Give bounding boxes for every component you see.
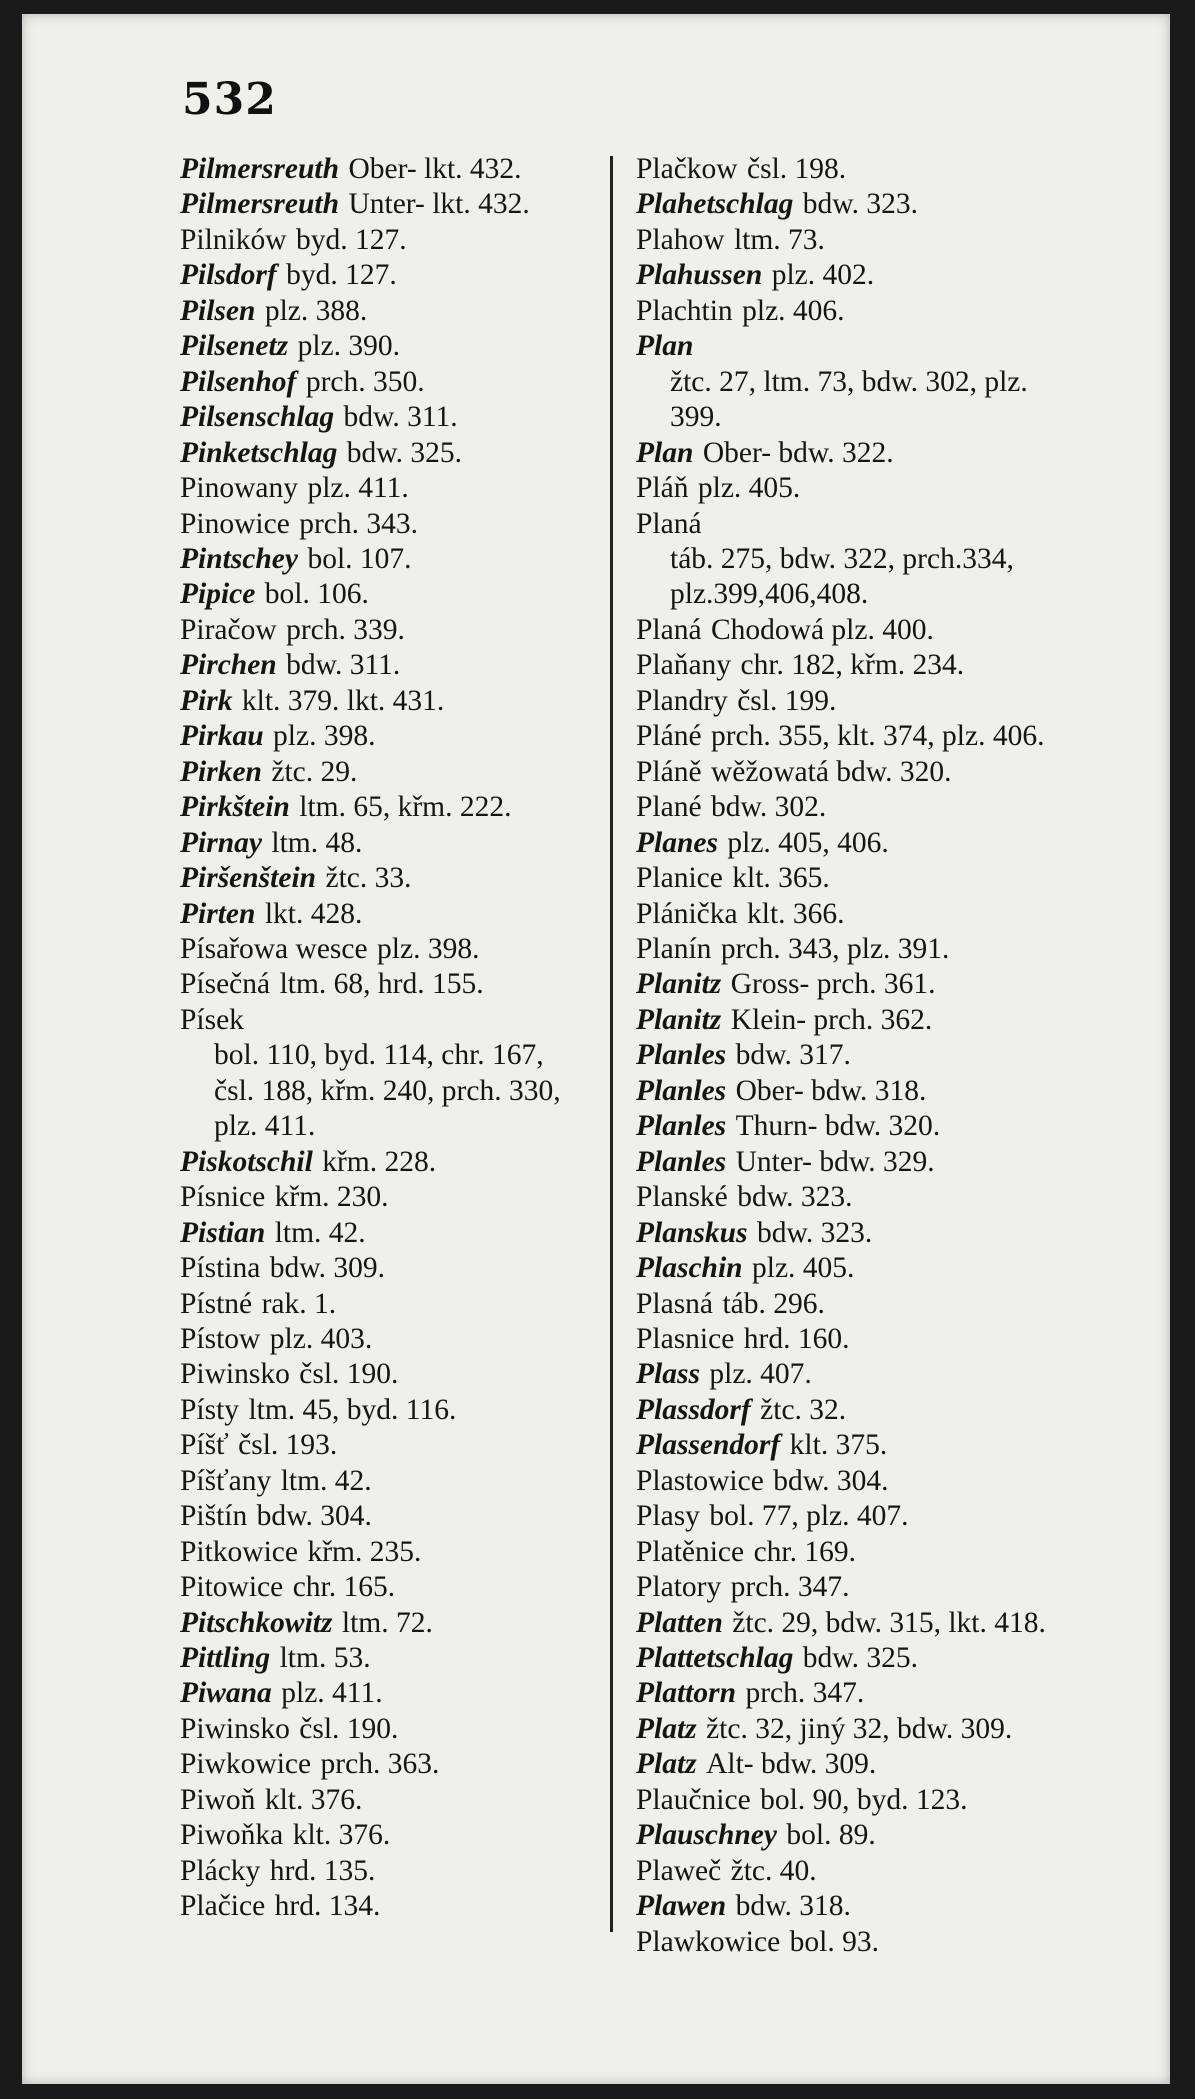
entry-references: ltm. 53. [279,1642,371,1675]
entry-headword: Plassendorf [636,1429,781,1462]
entry-headword: Planitz [636,1003,722,1036]
entry-references: ltm. 42. [280,1464,372,1497]
entry-references: plz. 398. [273,720,376,753]
entry-headword: Platz [636,1748,697,1781]
index-page [22,14,1170,2084]
entry-headword: Planice [636,862,723,895]
entry-references: Ober- lkt. 432. [348,153,522,185]
index-entry [636,1074,1076,1109]
index-entry [180,897,590,932]
index-entry [636,1393,1076,1428]
entry-headword: Plánička [636,897,738,930]
entry-references: klt. 375. [789,1429,888,1462]
entry-references: plz. 388. [264,294,368,327]
index-entry [180,436,590,471]
index-entry [636,1535,1076,1570]
entry-references: plz. 403. [269,1322,373,1355]
entry-references: ltm. 45, byd. 116. [248,1393,457,1426]
index-entry [636,258,1076,293]
index-entry [636,1606,1076,1641]
entry-references: čsl. 193. [238,1429,338,1462]
entry-references: plz. 405. [752,1252,855,1285]
index-entry [180,471,590,506]
entry-headword: Písek [180,1003,244,1036]
entry-references: táb. 296. [722,1287,825,1320]
entry-headword: Pirnay [180,826,262,859]
entry-headword: Planá [636,507,702,540]
index-entry [180,648,590,683]
entry-headword: Pištín [180,1500,248,1533]
index-entry [636,329,1076,435]
entry-headword: Pilmersreuth [180,188,339,221]
index-entry [636,1925,1076,1960]
entry-headword: Plawen [636,1890,727,1923]
entry-references: bdw. 311. [286,649,401,682]
entry-references: ltm. 65, křm. 222. [299,791,512,824]
entry-references: křm. 235. [307,1535,422,1568]
index-entry [636,1854,1076,1889]
entry-headword: Plawkowice [636,1925,781,1958]
entry-headword: Piračow [180,613,277,646]
index-entry [636,1287,1076,1322]
entry-headword: Planá [636,613,702,646]
entry-references: bdw. 304. [256,1500,372,1533]
entry-headword: Plácky [180,1854,261,1887]
entry-references: plz. 411. [281,1677,383,1710]
entry-references: bdw. 325. [346,436,463,469]
entry-references: žtc. 29, bdw. 315, lkt. 418. [732,1606,1046,1639]
index-entry [180,1641,590,1676]
page-number: 532 [182,74,277,125]
entry-references: bol. 93. [789,1925,879,1958]
entry-references: bdw. 311. [343,401,458,434]
index-entry [180,1570,590,1605]
index-entry [636,223,1076,258]
index-entry [636,1322,1076,1357]
entry-headword: Píšť [180,1429,229,1462]
index-entry [636,152,1076,187]
index-entry [636,436,1076,471]
index-entry [180,223,590,258]
entry-references: byd. 127. [286,259,397,292]
index-entry [180,507,590,542]
entry-references: Unter- lkt. 432. [348,188,530,221]
entry-references: klt. 366. [747,897,845,930]
entry-references: plz. 405. [697,472,801,505]
entry-references: hrd. 135. [269,1854,376,1887]
entry-headword: Piwoň [180,1783,256,1816]
entry-headword: Pirken [180,755,262,788]
entry-references: chr. 165. [292,1571,396,1604]
index-entry [636,1712,1076,1747]
entry-references: rak. 1. [261,1287,337,1320]
entry-headword: Platěnice [636,1535,745,1568]
entry-headword: Pittling [180,1642,271,1675]
entry-references: hrd. 134. [274,1890,381,1923]
index-entry [636,1747,1076,1782]
entry-references: prch. 339. [286,613,405,646]
entry-references: plz. 407. [709,1358,812,1391]
entry-headword: Plahussen [636,259,763,292]
index-entry [636,648,1076,683]
entry-headword: Planes [636,826,718,859]
entry-references: bol. 77, plz. 407. [709,1500,909,1533]
entry-headword: Plan [636,330,694,363]
index-entry [636,1570,1076,1605]
index-entry [636,967,1076,1002]
entry-references: klt. 376. [292,1819,391,1852]
entry-references: Klein- prch. 362. [730,1003,933,1036]
index-entry [180,1180,590,1215]
entry-headword: Pirchen [180,649,277,682]
index-entry [180,187,590,222]
right-column [636,152,1076,1960]
entry-headword: Pistian [180,1216,266,1249]
entry-headword: Pirk [180,684,233,717]
entry-headword: Pitowice [180,1571,284,1604]
index-entry [636,1003,1076,1038]
entry-references: klt. 365. [732,862,830,895]
entry-headword: Piwinsko [180,1712,290,1745]
entry-references: ltm. 42. [274,1216,366,1249]
entry-references: žtc. 33. [325,862,412,895]
entry-headword: Pilsen [180,294,256,327]
index-entry [180,1783,590,1818]
entry-headword: Pilników [180,223,287,256]
entry-references: žtc. 27, ltm. 73, bdw. 302, plz. 399. [670,365,1028,434]
entry-references: bol. 106. [264,578,369,611]
entry-references: plz. 402. [771,259,875,292]
entry-headword: Plasnice [636,1322,735,1355]
index-entry [180,1854,590,1889]
index-entry [636,1180,1076,1215]
entry-references: táb. 275, bdw. 322, prch.334, plz.399,406,408. [670,542,1014,611]
index-entry [180,258,590,293]
index-entry [636,507,1076,613]
entry-headword: Plaweč [636,1854,722,1887]
index-entry [180,1676,590,1711]
entry-headword: Plané [636,791,702,824]
entry-references: bdw. 304. [773,1464,889,1497]
left-column [180,152,590,1925]
entry-headword: Píšťany [180,1464,272,1497]
entry-references: čsl. 190. [299,1712,399,1745]
index-entry [180,1003,590,1145]
entry-references: bol. 110, byd. 114, chr. 167, čsl. 188, křm. 240, prch. 330, plz. 411. [214,1039,561,1143]
index-entry [636,1251,1076,1286]
entry-headword: Plahow [636,223,725,256]
entry-references: plz. 405, 406. [727,826,889,859]
entry-headword: Pitschkowitz [180,1606,333,1639]
index-entry [180,684,590,719]
entry-headword: Pilsenschlag [180,401,335,434]
entry-headword: Písnice [180,1181,266,1214]
entry-headword: Planín [636,932,712,965]
entry-headword: Piwinsko [180,1358,290,1391]
index-entry [180,861,590,896]
entry-references: prch. 350. [305,365,425,398]
index-entry [636,1818,1076,1853]
index-entry [180,967,590,1002]
index-entry [636,790,1076,825]
entry-headword: Pístina [180,1252,261,1285]
index-entry [180,1818,590,1853]
index-entry [180,1606,590,1641]
entry-headword: Planles [636,1074,727,1107]
index-entry [180,400,590,435]
entry-headword: Plaschin [636,1252,743,1285]
index-entry [180,1747,590,1782]
entry-headword: Pirkau [180,720,264,753]
index-entry [636,613,1076,648]
entry-headword: Plachtin [636,294,733,327]
index-entry [180,790,590,825]
entry-references: Unter- bdw. 329. [735,1145,935,1178]
index-entry [180,1145,590,1180]
entry-headword: Platory [636,1571,722,1604]
entry-headword: Piwoňka [180,1819,284,1852]
index-entry [180,542,590,577]
entry-headword: Pilsdorf [180,259,277,292]
index-entry [180,152,590,187]
entry-references: bdw. 302. [710,791,827,824]
index-entry [180,755,590,790]
entry-headword: Pláné [636,720,702,753]
entry-headword: Platten [636,1606,723,1639]
entry-references: žtc. 32. [760,1393,847,1426]
entry-references: byd. 127. [296,223,407,256]
entry-headword: Piwana [180,1677,272,1710]
index-entry [180,826,590,861]
entry-references: chr. 182, křm. 234. [740,649,965,682]
entry-headword: Planské [636,1181,728,1214]
index-entry [180,1889,590,1924]
entry-headword: Pístné [180,1287,253,1320]
entry-headword: Pláň [636,472,689,505]
index-entry [180,613,590,648]
entry-headword: Pirten [180,897,256,930]
index-entry [636,755,1076,790]
index-entry [180,1535,590,1570]
entry-headword: Pitkowice [180,1535,298,1568]
index-entry [180,365,590,400]
index-entry [636,719,1076,754]
entry-headword: Pláně [636,755,702,788]
entry-headword: Planles [636,1145,727,1178]
index-entry [636,294,1076,329]
entry-references: plz. 411. [307,472,409,505]
entry-headword: Plassdorf [636,1393,751,1426]
entry-references: prch. 363. [320,1748,440,1781]
entry-headword: Písečná [180,968,271,1001]
index-entry [180,1428,590,1463]
index-entry [180,1287,590,1322]
index-entry [636,684,1076,719]
index-entry [180,1357,590,1392]
entry-references: prch. 343. [299,507,419,540]
entry-references: plz. 390. [297,330,401,363]
index-entry [180,1712,590,1747]
index-entry [180,1216,590,1251]
index-entry [636,1889,1076,1924]
entry-references: Alt- bdw. 309. [706,1748,877,1781]
entry-headword: Planitz [636,968,722,1001]
index-entry [636,187,1076,222]
entry-headword: Plastowice [636,1464,764,1497]
entry-headword: Plačice [180,1890,266,1923]
entry-headword: Pilsenetz [180,330,289,363]
index-entry [180,294,590,329]
entry-references: bdw. 323. [737,1181,853,1214]
index-entry [636,932,1076,967]
entry-references: bol. 89. [786,1819,876,1852]
index-entry [636,861,1076,896]
index-entry [180,932,590,967]
entry-headword: Plaňany [636,649,732,682]
entry-references: ltm. 48. [271,826,363,859]
entry-headword: Piskotschil [180,1145,313,1178]
index-entry [180,1322,590,1357]
entry-references: ltm. 72. [341,1606,433,1639]
entry-headword: Pilmersreuth [180,153,339,185]
entry-references: žtc. 40. [730,1854,817,1887]
index-entry [636,1641,1076,1676]
entry-references: čsl. 199. [737,684,837,717]
entry-references: bdw. 325. [802,1642,919,1675]
entry-references: bol. 90, byd. 123. [760,1783,968,1816]
entry-headword: Plasy [636,1500,700,1533]
entry-headword: Piwkowice [180,1748,312,1781]
entry-headword: Planles [636,1039,727,1072]
index-entry [180,1251,590,1286]
index-entry [180,1499,590,1534]
entry-references: Chodowá plz. 400. [710,613,934,646]
entry-references: Gross- prch. 361. [730,968,936,1001]
entry-references: bol. 107. [307,542,412,575]
entry-headword: Pinowice [180,507,290,540]
entry-references: ltm. 68, hrd. 155. [279,968,484,1001]
entry-references: Ober- bdw. 318. [735,1074,927,1107]
entry-headword: Pinowany [180,472,298,505]
entry-references: bdw. 323. [802,188,919,221]
entry-references: hrd. 160. [743,1322,850,1355]
index-entry [180,1393,590,1428]
entry-references: čsl. 198. [747,153,847,185]
entry-headword: Plass [636,1358,700,1391]
entry-references: prch. 347. [730,1571,850,1604]
index-entry [636,1038,1076,1073]
index-entry [636,1783,1076,1818]
index-entry [636,471,1076,506]
entry-references: bdw. 317. [735,1039,851,1072]
entry-references: čsl. 190. [299,1358,399,1391]
entry-headword: Pinketschlag [180,436,338,469]
index-entry [636,1109,1076,1144]
entry-headword: Pintschey [180,542,298,575]
entry-references: prch. 355, klt. 374, plz. 406. [710,720,1045,753]
entry-headword: Plahetschlag [636,188,794,221]
entry-headword: Platz [636,1712,697,1745]
entry-references: žtc. 29. [271,755,358,788]
entry-headword: Plattetschlag [636,1642,794,1675]
entry-headword: Planskus [636,1216,748,1249]
index-entry [636,1428,1076,1463]
index-entry [636,1499,1076,1534]
entry-headword: Planles [636,1110,727,1143]
entry-references: Thurn- bdw. 320. [735,1110,941,1143]
index-entry [636,1145,1076,1180]
entry-headword: Plaučnice [636,1783,751,1816]
index-entry [180,577,590,612]
column-divider [610,156,613,1932]
entry-references: bdw. 323. [756,1216,873,1249]
entry-references: plz. 398. [377,932,480,965]
entry-references: wěžowatá bdw. 320. [710,755,952,788]
entry-references: Ober- bdw. 322. [702,436,894,469]
entry-references: křm. 228. [322,1145,437,1178]
entry-references: bdw. 309. [269,1252,386,1285]
entry-references: prch. 347. [745,1677,865,1710]
entry-references: lkt. 428. [264,897,363,930]
index-entry [636,1357,1076,1392]
entry-headword: Plauschney [636,1819,777,1852]
entry-references: klt. 376. [264,1783,363,1816]
index-entry [180,719,590,754]
entry-references: žtc. 32, jiný 32, bdw. 309. [706,1712,1013,1745]
entry-headword: Pístow [180,1322,261,1355]
entry-references: bdw. 318. [735,1890,851,1923]
entry-headword: Písty [180,1393,240,1426]
entry-headword: Plandry [636,684,728,717]
index-entry [180,1464,590,1499]
entry-headword: Pipice [180,578,256,611]
index-entry [636,1464,1076,1499]
entry-references: chr. 169. [753,1535,856,1568]
entry-references: křm. 230. [274,1181,389,1214]
entry-references: ltm. 73. [733,223,825,256]
index-entry [636,1676,1076,1711]
index-entry [636,826,1076,861]
entry-references: plz. 406. [742,294,845,327]
entry-headword: Plan [636,436,694,469]
entry-headword: Plačkow [636,153,738,185]
entry-headword: Písařowa wesce [180,932,368,965]
entry-headword: Plattorn [636,1677,736,1710]
entry-references: prch. 343, plz. 391. [720,932,950,965]
index-entry [180,329,590,364]
entry-headword: Piršenštein [180,862,317,895]
entry-headword: Pirkštein [180,791,290,824]
index-entry [636,897,1076,932]
index-entry [636,1216,1076,1251]
entry-references: klt. 379. lkt. 431. [241,684,445,717]
entry-headword: Plasná [636,1287,714,1320]
entry-headword: Pilsenhof [180,365,297,398]
